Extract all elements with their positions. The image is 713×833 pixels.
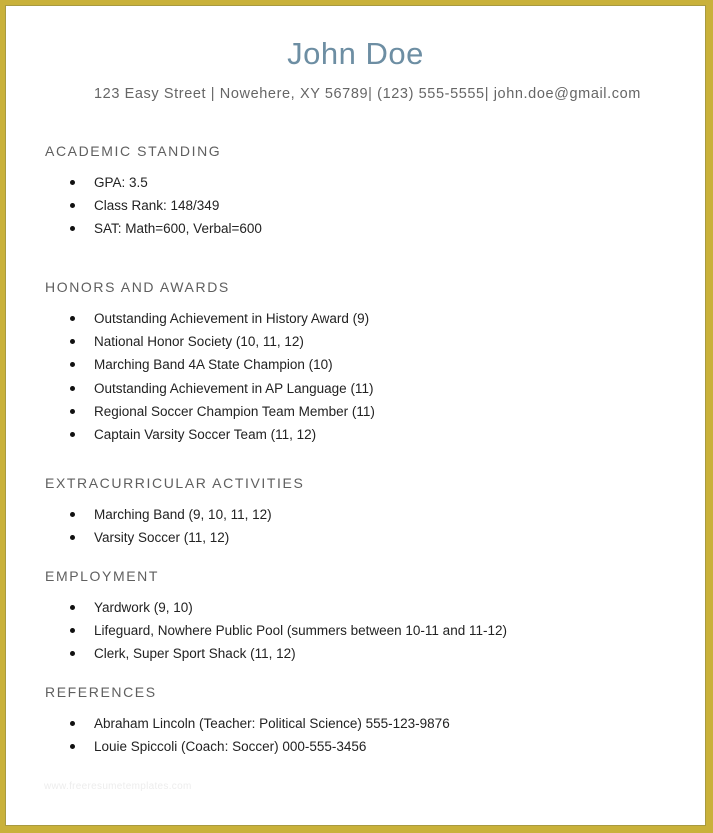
bullet-icon bbox=[70, 339, 75, 344]
item-text: Clerk, Super Sport Shack (11, 12) bbox=[94, 646, 296, 662]
item-text: Marching Band 4A State Champion (10) bbox=[94, 357, 333, 373]
bullet-icon bbox=[70, 651, 75, 656]
item-text: GPA: 3.5 bbox=[94, 175, 148, 190]
bullet-icon bbox=[70, 203, 75, 208]
item-text: Outstanding Achievement in AP Language (11) bbox=[94, 380, 374, 396]
list-item bbox=[45, 217, 685, 240]
item-text: Louie Spiccoli (Coach: Soccer) 000-555-3456 bbox=[94, 739, 367, 755]
list-item bbox=[45, 642, 685, 665]
list-item bbox=[45, 423, 685, 446]
bullet-icon bbox=[70, 512, 75, 517]
item-list bbox=[45, 171, 685, 241]
section-title: REFERENCES bbox=[45, 684, 157, 700]
resume-page bbox=[5, 5, 706, 826]
item-text: SAT: Math=600, Verbal=600 bbox=[94, 221, 262, 237]
list-item bbox=[45, 503, 685, 526]
list-item bbox=[45, 400, 685, 423]
section-employment bbox=[45, 567, 685, 666]
resume-name: John Doe bbox=[287, 36, 424, 71]
bullet-icon bbox=[70, 432, 75, 437]
list-item bbox=[45, 194, 685, 217]
bullet-icon bbox=[70, 628, 75, 633]
item-list bbox=[45, 712, 685, 758]
section-honors-and-awards bbox=[45, 278, 685, 446]
bullet-icon bbox=[70, 362, 75, 367]
list-item bbox=[45, 330, 685, 353]
list-item bbox=[45, 307, 685, 330]
item-list bbox=[45, 503, 685, 549]
list-item bbox=[45, 735, 685, 758]
list-item bbox=[45, 353, 685, 376]
item-text: Class Rank: 148/349 bbox=[94, 198, 220, 214]
contact-line: 123 Easy Street | Nowehere, XY 56789| (123) 555-5555| john.doe@gmail.com bbox=[94, 86, 641, 102]
bullet-icon bbox=[70, 226, 75, 231]
item-text: Lifeguard, Nowhere Public Pool (summers between 10-11 and 11-12) bbox=[94, 623, 507, 639]
list-item bbox=[45, 171, 685, 194]
watermark: www.freeresumetemplates.com bbox=[44, 781, 192, 792]
section-title: EMPLOYMENT bbox=[45, 568, 160, 584]
list-item bbox=[45, 619, 685, 642]
section-title: EXTRACURRICULAR ACTIVITIES bbox=[45, 475, 305, 491]
section-references bbox=[45, 683, 685, 758]
section-title: ACADEMIC STANDING bbox=[45, 143, 222, 159]
item-list bbox=[45, 596, 685, 666]
bullet-icon bbox=[70, 605, 75, 610]
section-academic-standing bbox=[45, 142, 685, 241]
item-text: Outstanding Achievement in History Award (9) bbox=[94, 311, 370, 326]
list-item bbox=[45, 377, 685, 400]
list-item bbox=[45, 526, 685, 549]
bullet-icon bbox=[70, 386, 75, 391]
list-item bbox=[45, 596, 685, 619]
bullet-icon bbox=[70, 535, 75, 540]
item-text: Regional Soccer Champion Team Member (11) bbox=[94, 403, 375, 419]
bullet-icon bbox=[70, 721, 75, 726]
item-text: Yardwork (9, 10) bbox=[94, 600, 193, 615]
bullet-icon bbox=[70, 316, 75, 321]
list-item bbox=[45, 712, 685, 735]
section-title: HONORS AND AWARDS bbox=[45, 279, 230, 295]
item-text: National Honor Society (10, 11, 12) bbox=[94, 334, 304, 350]
item-text: Varsity Soccer (11, 12) bbox=[94, 530, 230, 546]
item-list bbox=[45, 307, 685, 446]
section-extracurricular-activities bbox=[45, 474, 685, 549]
bullet-icon bbox=[70, 409, 75, 414]
item-text: Abraham Lincoln (Teacher: Political Science) 555-123-9876 bbox=[94, 716, 450, 731]
item-text: Captain Varsity Soccer Team (11, 12) bbox=[94, 426, 317, 442]
item-text: Marching Band (9, 10, 11, 12) bbox=[94, 507, 272, 522]
bullet-icon bbox=[70, 744, 75, 749]
bullet-icon bbox=[70, 180, 75, 185]
